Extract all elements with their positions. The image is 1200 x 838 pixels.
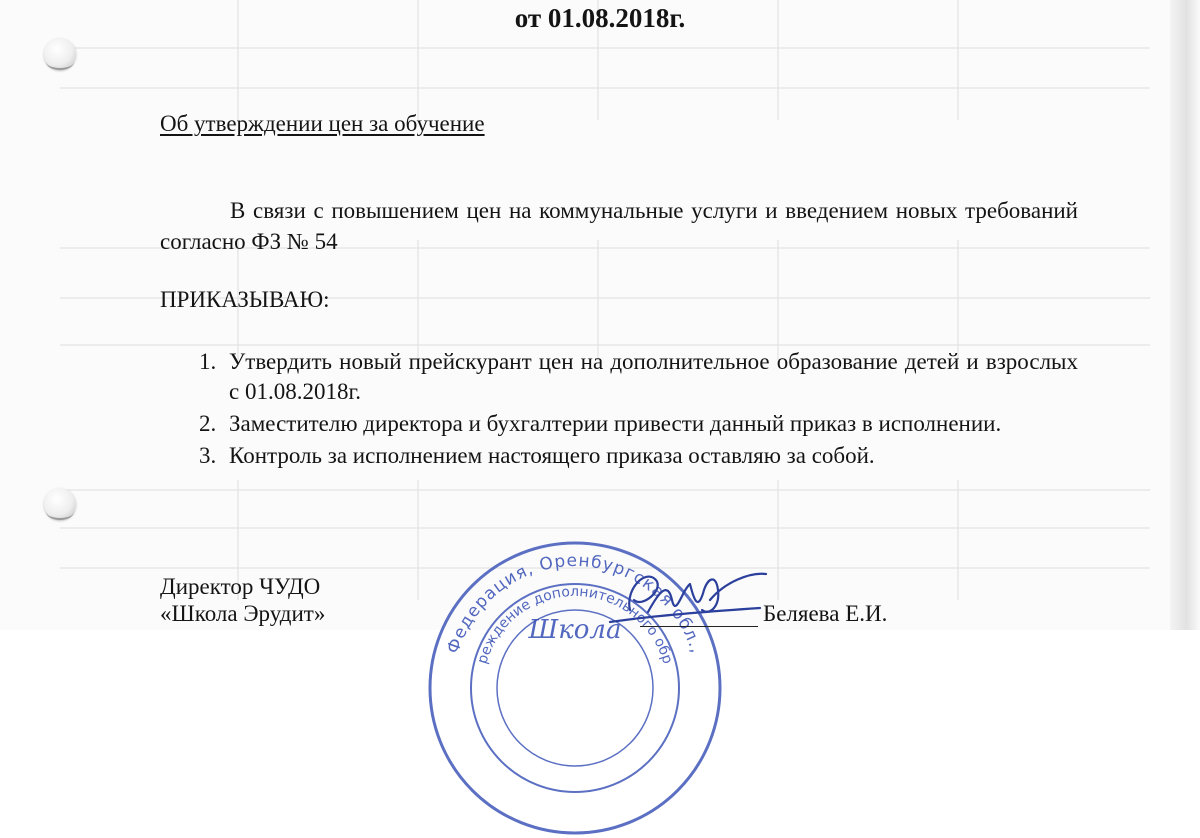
punch-hole-bottom-mark bbox=[46, 504, 74, 520]
signature-line bbox=[640, 626, 758, 627]
signatory-name: Беляева Е.И. bbox=[763, 601, 888, 626]
order-subject: Об утверждении цен за обучение bbox=[160, 111, 485, 136]
stamp-ring-text: Федерация, Оренбургская обл., bbox=[443, 550, 707, 657]
order-item-number: 2. bbox=[199, 411, 217, 436]
punch-hole-top-mark bbox=[46, 54, 74, 70]
stamp-center-text: Школа bbox=[528, 615, 622, 645]
order-item-number: 1. bbox=[199, 349, 217, 374]
handwritten-signature bbox=[590, 560, 770, 640]
order-directive-word: ПРИКАЗЫВАЮ: bbox=[160, 287, 330, 312]
order-item-text: Контроль за исполнением настоящего приказа оставляю за собой. bbox=[229, 443, 875, 468]
order-items-list bbox=[199, 347, 1078, 473]
signatory-block bbox=[160, 573, 325, 627]
order-date: от 01.08.2018г. bbox=[514, 3, 686, 33]
order-item-text: Заместителю директора и бухгалтерии привести данный приказ в исполнении. bbox=[229, 411, 1002, 436]
scan-edge-shadow bbox=[1170, 0, 1200, 630]
order-item bbox=[199, 347, 1078, 407]
stamp-inner-text: реждение дополнительного обр bbox=[474, 583, 676, 666]
order-intro-paragraph: В связи с повышением цен на коммунальные услуги и введением новых требований согласно ФЗ № 54 bbox=[160, 198, 1078, 254]
signatory-title: Директор ЧУДО bbox=[160, 574, 321, 599]
order-item bbox=[199, 409, 1078, 439]
order-item-number: 3. bbox=[199, 443, 217, 468]
order-item bbox=[199, 441, 1078, 471]
signatory-organization: «Школа Эрудит» bbox=[160, 601, 326, 626]
order-item-text: Утвердить новый прейскурант цен на дополнительное образование детей и взрослых с 01.08.2018г. bbox=[229, 349, 1078, 404]
